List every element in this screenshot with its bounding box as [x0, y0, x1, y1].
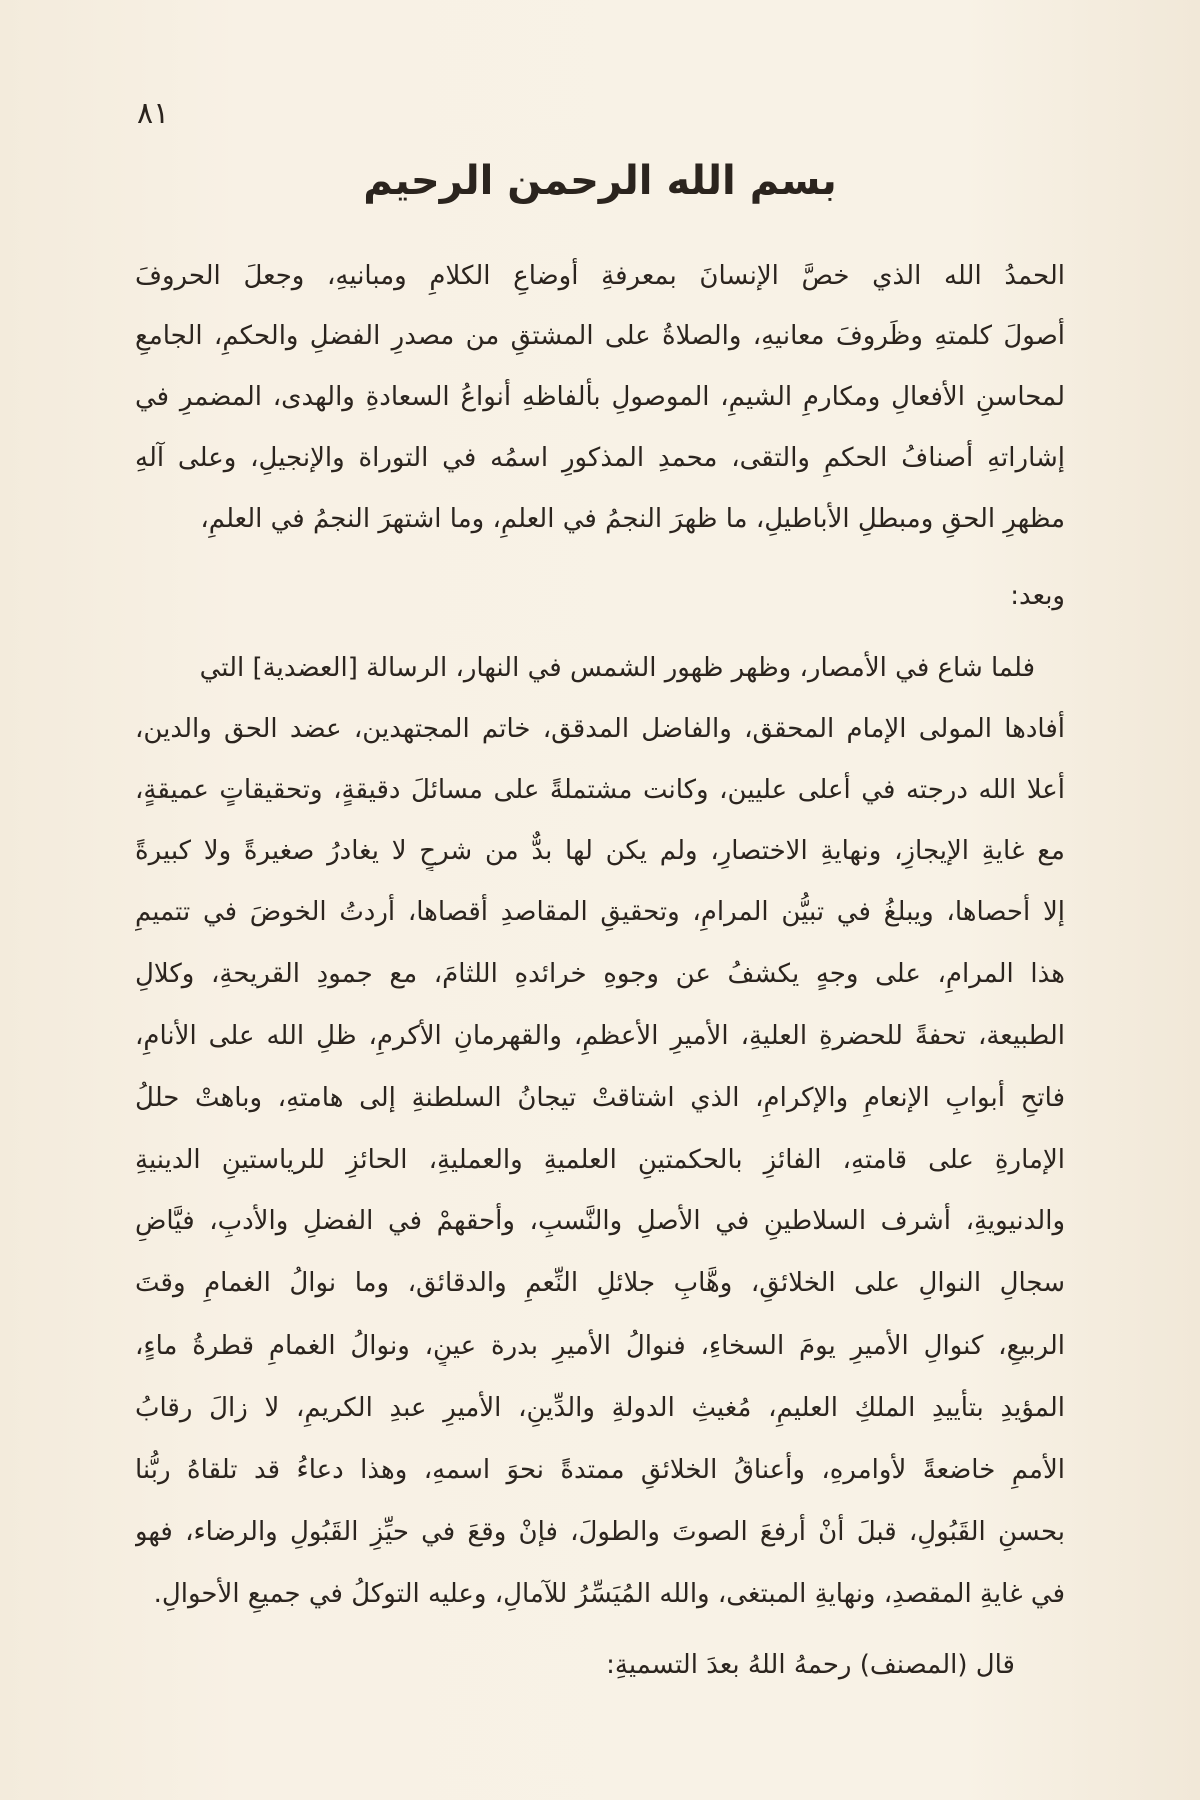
text-line: إلا أحصاها، ويبلغُ في تبيُّن المرامِ، وتحقيقِ المقاصدِ أقصاها، أردتُ الخوضَ في تتميمِ [135, 897, 1065, 927]
text-line: إشاراتهِ أصنافُ الحكمِ والتقى، محمدِ المذكورِ اسمُه في التوراة والإنجيلِ، وعلى آلهِ [135, 443, 1065, 473]
text-line: أعلا الله درجته في أعلى عليين، وكانت مشتملةً على مسائلَ دقيقةٍ، وتحقيقاتٍ عميقةٍ، [135, 775, 1065, 805]
text-line: الطبيعة، تحفةً للحضرةِ العليةِ، الأميرِ الأعظمِ، والقهرمانِ الأكرمِ، ظلِ الله على الأنامِ، [135, 1021, 1065, 1051]
text-line: مظهرِ الحقِ ومبطلِ الأباطيلِ، ما ظهرَ النجمُ في العلمِ، وما اشتهرَ النجمُ في العلمِ، [200, 504, 1065, 534]
text-line: الأممِ خاضعةً لأوامرهِ، وأعناقُ الخلائقِ ممتدةً نحوَ اسمهِ، وهذا دعاءُ قد تلقاهُ ربُّنا [135, 1455, 1065, 1485]
text-line: بحسنِ القَبُولِ، قبلَ أنْ أرفعَ الصوتَ والطولَ، فإنْ وقعَ في حيِّزِ القَبُولِ والرضاء، فهو [135, 1517, 1065, 1547]
text-line: الحمدُ الله الذي خصَّ الإنسانَ بمعرفةِ أوضاعِ الكلامِ ومبانيهِ، وجعلَ الحروفَ [135, 261, 1065, 291]
text-line: لمحاسنِ الأفعالِ ومكارمِ الشيمِ، الموصولِ بألفاظهِ أنواعُ السعادةِ والهدى، المضمرِ في [135, 382, 1065, 412]
text-line: سجالِ النوالِ على الخلائقِ، وهَّابِ جلائلِ النِّعمِ والدقائق، وما نوالُ الغمامِ وقتَ [135, 1268, 1065, 1298]
text-line: فلما شاع في الأمصار، وظهر ظهور الشمس في النهار، الرسالة [العضدية] التي [199, 653, 1035, 683]
text-line: هذا المرامِ، على وجهٍ يكشفُ عن وجوهِ خرائدهِ اللثامَ، مع جمودِ القريحةِ، وكلالِ [135, 959, 1065, 989]
text-line: في غايةِ المقصدِ، ونهايةِ المبتغى، والله المُيَسِّرُ للآمالِ، وعليه التوكلُ في جميعِ الأحوالِ. [153, 1579, 1065, 1609]
text-line: أفادها المولى الإمام المحقق، والفاضل المدقق، خاتم المجتهدين، عضد الحق والدين، [135, 714, 1065, 744]
text-line: فاتحِ أبوابِ الإنعامِ والإكرامِ، الذي اشتاقتْ تيجانُ السلطنةِ إلى هامتهِ، وباهتْ حللُ [135, 1083, 1065, 1113]
text-line: والدنيويةِ، أشرف السلاطينِ في الأصلِ والنَّسبِ، وأحقهمْ في الفضلِ والأدبِ، فيَّاضِ [135, 1206, 1065, 1236]
closing-line: قال (المصنف) رحمهُ اللهُ بعدَ التسميةِ: [606, 1650, 1015, 1680]
basmala-heading: بسم الله الرحمن الرحيم [363, 158, 837, 204]
text-line: الإمارةِ على قامتهِ، الفائزِ بالحكمتينِ العلميةِ والعمليةِ، الحائزِ للرياستينِ الدينيةِ [135, 1145, 1065, 1175]
page-number: ٨١ [137, 96, 170, 131]
wabad-line: وبعد: [1010, 581, 1065, 611]
text-line: أصولَ كلمتهِ وظَروفَ معانيهِ، والصلاةُ على المشتقِ من مصدرِ الفضلِ والحكمِ، الجامعِ [135, 321, 1065, 351]
text-line: مع غايةِ الإيجازِ، ونهايةِ الاختصارِ، ولم يكن لها بدٌّ من شرحٍ لا يغادرُ صغيرةً ولا كبيرةً [135, 836, 1065, 866]
text-line: الربيعِ، كنوالِ الأميرِ يومَ السخاءِ، فنوالُ الأميرِ بدرة عينٍ، ونوالُ الغمامِ قطرةُ ماءٍ، [135, 1331, 1065, 1361]
text-line: المؤيدِ بتأييدِ الملكِ العليمِ، مُغيثِ الدولةِ والدِّينِ، الأميرِ عبدِ الكريمِ، لا زالَ رقابُ [135, 1393, 1065, 1423]
